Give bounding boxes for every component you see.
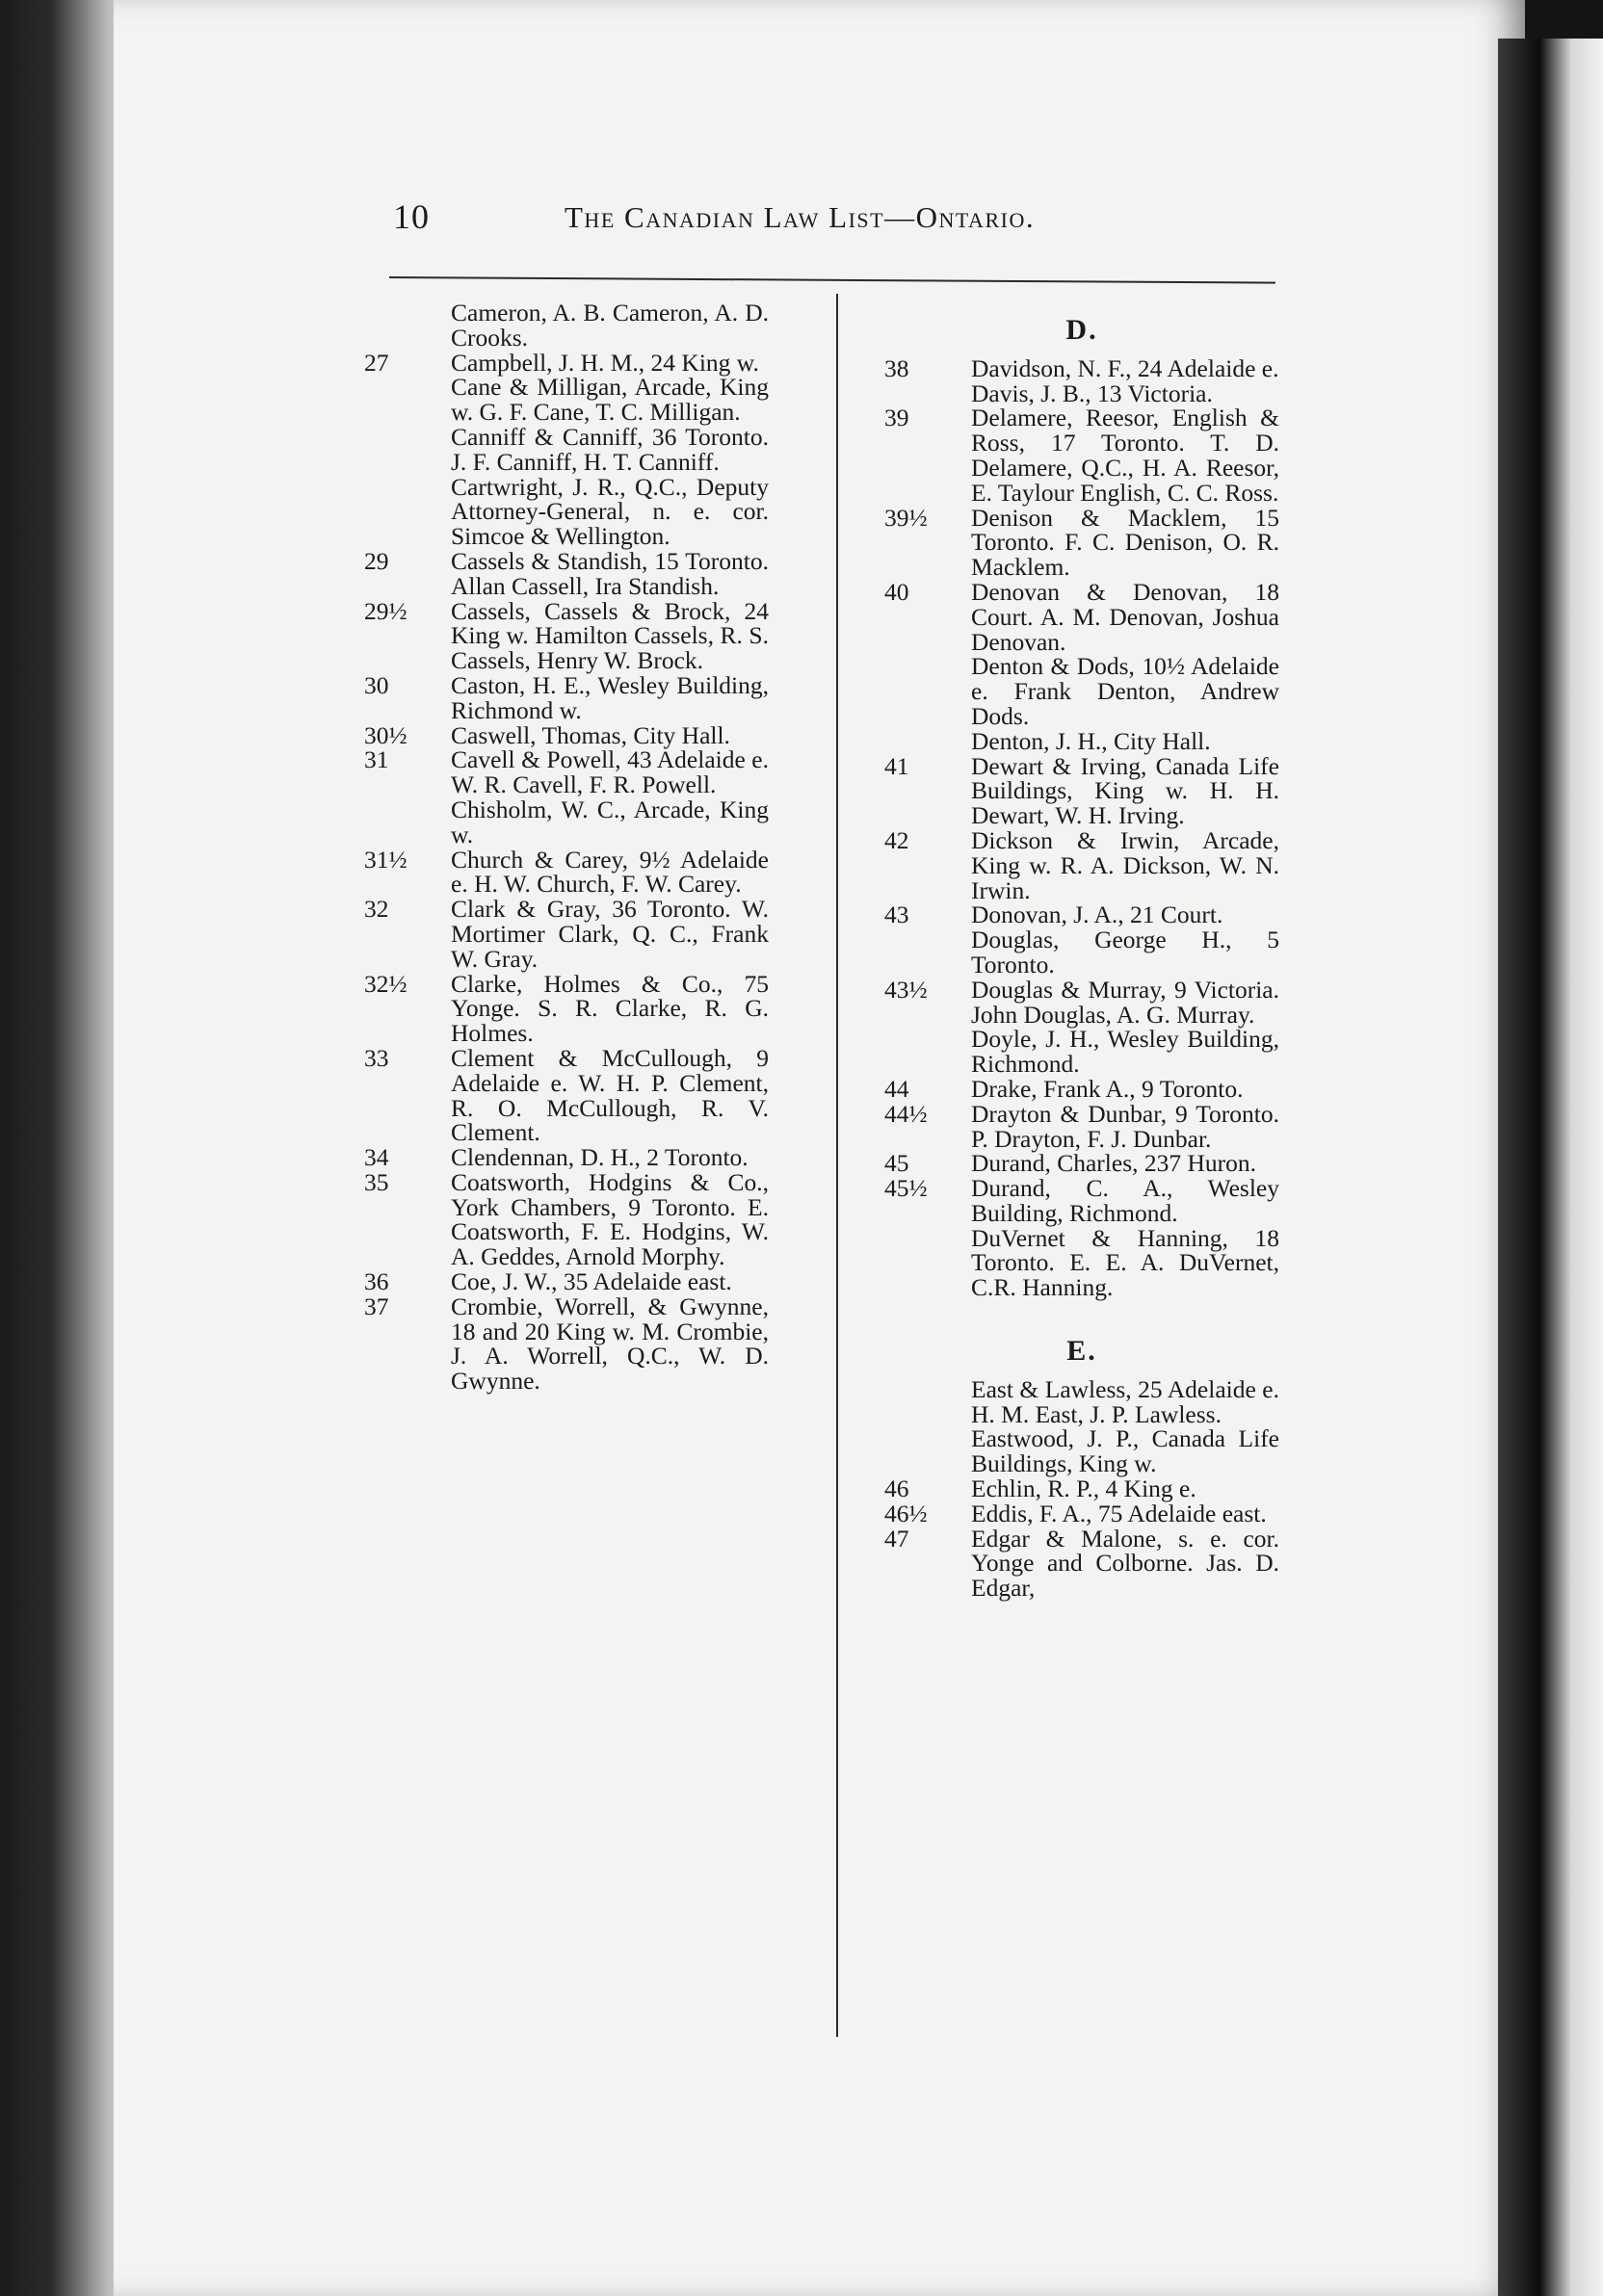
book-page bbox=[114, 0, 1525, 2296]
entry-number: 30½ bbox=[364, 720, 407, 749]
entry-number: 45½ bbox=[884, 1174, 928, 1203]
entry-text: Douglas, George H., 5 Toronto. bbox=[971, 926, 1279, 978]
entry-number: 31½ bbox=[364, 845, 407, 874]
entry-number: 31 bbox=[364, 745, 389, 774]
entry-text: Denton, J. H., City Hall. bbox=[971, 726, 1211, 755]
directory-entry bbox=[884, 975, 1279, 1029]
entry-text: Cassels, Cassels & Brock, 24 King w. Hamilton Cassels, R. S. Cassels, Henry W. Brock. bbox=[451, 596, 769, 675]
entry-text: East & Lawless, 25 Adelaide e. H. M. East, J. P. Lawless. bbox=[971, 1374, 1279, 1428]
directory-entry bbox=[884, 1426, 1279, 1476]
entry-text: Dickson & Irwin, Arcade, King w. R. A. Dickson, W. N. Irwin. bbox=[971, 825, 1279, 904]
directory-entry bbox=[884, 1099, 1279, 1153]
directory-entry bbox=[884, 503, 1279, 582]
directory-entry bbox=[364, 375, 769, 425]
directory-entry bbox=[364, 348, 769, 377]
directory-entry bbox=[884, 353, 1279, 382]
entry-text: Chisholm, W. C., Arcade, King w. bbox=[451, 795, 769, 848]
entry-number: 42 bbox=[884, 825, 909, 854]
directory-entry bbox=[884, 825, 1279, 904]
section-spacer bbox=[884, 1300, 1279, 1339]
entry-number: 41 bbox=[884, 751, 909, 780]
entry-text: Doyle, J. H., Wesley Building, Richmond. bbox=[971, 1025, 1279, 1079]
directory-entry bbox=[884, 1176, 1279, 1226]
entry-text: Cameron, A. B. Cameron, A. D. Crooks. bbox=[451, 299, 769, 352]
directory-entry bbox=[884, 1526, 1279, 1601]
directory-entry bbox=[364, 1043, 769, 1147]
entry-text: Eddis, F. A., 75 Adelaide east. bbox=[971, 1499, 1267, 1527]
entry-number: 38 bbox=[884, 353, 909, 382]
directory-entry bbox=[884, 654, 1279, 728]
page-header bbox=[393, 196, 1279, 250]
entry-number: 32 bbox=[364, 895, 389, 924]
entry-number: 46 bbox=[884, 1474, 909, 1503]
entry-number: 29 bbox=[364, 546, 389, 575]
entry-number: 47 bbox=[884, 1524, 909, 1552]
entry-text: Cassels & Standish, 15 Toronto. Allan Cassell, Ira Standish. bbox=[451, 546, 769, 600]
entry-text: Caswell, Thomas, City Hall. bbox=[451, 720, 730, 749]
directory-entry bbox=[364, 797, 769, 848]
directory-entry bbox=[364, 472, 769, 551]
directory-entry bbox=[884, 378, 1279, 407]
directory-entry bbox=[364, 1294, 769, 1394]
entry-text: Durand, Charles, 237 Huron. bbox=[971, 1149, 1257, 1178]
entry-number: 37 bbox=[364, 1292, 389, 1320]
entry-number: 39 bbox=[884, 404, 909, 432]
entry-text: Clark & Gray, 36 Toronto. W. Mortimer Clark, Q. C., Frank W. Gray. bbox=[451, 895, 769, 973]
entry-text: Church & Carey, 9½ Adelaide e. H. W. Church, F. W. Carey. bbox=[451, 845, 769, 899]
directory-entry bbox=[884, 751, 1279, 830]
entry-text: Campbell, J. H. M., 24 King w. bbox=[451, 348, 759, 377]
page-number: 10 bbox=[393, 197, 430, 236]
directory-entry bbox=[884, 1476, 1279, 1501]
section-d-entries bbox=[884, 353, 1279, 1302]
directory-entry bbox=[364, 1269, 769, 1294]
directory-entry bbox=[884, 1223, 1279, 1302]
book-edge-right bbox=[1498, 39, 1603, 2296]
entry-text: Douglas & Murray, 9 Victoria. John Douglas, A. G. Murray. bbox=[971, 975, 1279, 1029]
directory-entry bbox=[364, 845, 769, 899]
section-e-entries bbox=[884, 1374, 1279, 1603]
directory-entry bbox=[364, 300, 769, 351]
entry-text: Cane & Milligan, Arcade, King w. G. F. Cane, T. C. Milligan. bbox=[451, 373, 769, 427]
entry-number: 44 bbox=[884, 1074, 909, 1103]
entry-text: Cavell & Powell, 43 Adelaide e. W. R. Cavell, F. R. Powell. bbox=[451, 745, 769, 799]
right-column bbox=[884, 314, 1279, 1603]
directory-entry bbox=[364, 596, 769, 675]
entry-text: Edgar & Malone, s. e. cor. Yonge and Colborne. Jas. D. Edgar, bbox=[971, 1524, 1279, 1603]
directory-entry bbox=[884, 902, 1279, 927]
entry-text: Coe, J. W., 35 Adelaide east. bbox=[451, 1267, 732, 1296]
entry-number: 45 bbox=[884, 1149, 909, 1178]
entry-number: 35 bbox=[364, 1167, 389, 1196]
directory-entry bbox=[364, 546, 769, 600]
entry-number: 33 bbox=[364, 1043, 389, 1072]
directory-entry bbox=[364, 422, 769, 476]
entry-text: Crombie, Worrell, & Gwynne, 18 and 20 King w. M. Crombie, J. A. Worrell, Q.C., W. D. Gwynne. bbox=[451, 1292, 769, 1396]
entry-text: Durand, C. A., Wesley Building, Richmond. bbox=[971, 1174, 1279, 1227]
entry-number: 29½ bbox=[364, 596, 407, 625]
directory-entry bbox=[884, 1501, 1279, 1526]
entry-text: Canniff & Canniff, 36 Toronto. J. F. Canniff, H. T. Canniff. bbox=[451, 422, 769, 476]
directory-entry bbox=[364, 969, 769, 1048]
entry-text: Denton & Dods, 10½ Adelaide e. Frank Denton, Andrew Dods. bbox=[971, 652, 1279, 730]
entry-text: Clendennan, D. H., 2 Toronto. bbox=[451, 1143, 749, 1172]
entry-text: Delamere, Reesor, English & Ross, 17 Toronto. T. D. Delamere, Q.C., H. A. Reesor, E. Taylour English, C. C. Ross. bbox=[971, 404, 1279, 507]
directory-entry bbox=[364, 747, 769, 797]
entry-text: Drake, Frank A., 9 Toronto. bbox=[971, 1074, 1244, 1103]
column-divider bbox=[836, 294, 838, 2037]
entry-text: Davis, J. B., 13 Victoria. bbox=[971, 378, 1213, 407]
running-title: The Canadian Law List—Ontario. bbox=[565, 200, 1036, 234]
section-heading-d: D. bbox=[1065, 314, 1098, 346]
entry-text: Dewart & Irving, Canada Life Buildings, King w. H. H. Dewart, W. H. Irving. bbox=[971, 751, 1279, 830]
directory-entry bbox=[884, 1151, 1279, 1176]
directory-entry bbox=[364, 897, 769, 971]
entry-text: Cartwright, J. R., Q.C., Deputy Attorney-General, n. e. cor. Simcoe & Wellington. bbox=[451, 472, 769, 551]
entry-number: 40 bbox=[884, 577, 909, 606]
entry-text: Eastwood, J. P., Canada Life Buildings, King w. bbox=[971, 1424, 1279, 1478]
directory-entry bbox=[884, 577, 1279, 656]
directory-entry bbox=[364, 1145, 769, 1170]
entry-number: 36 bbox=[364, 1267, 389, 1296]
entry-text: Donovan, J. A., 21 Court. bbox=[971, 900, 1223, 929]
entry-text: Denovan & Denovan, 18 Court. A. M. Denovan, Joshua Denovan. bbox=[971, 577, 1279, 656]
section-heading-e: E. bbox=[1066, 1335, 1097, 1368]
directory-entry bbox=[884, 1027, 1279, 1077]
left-column bbox=[364, 300, 769, 1394]
entry-number: 27 bbox=[364, 348, 389, 377]
directory-entry bbox=[884, 927, 1279, 978]
directory-entry bbox=[884, 1074, 1279, 1103]
entry-text: Clarke, Holmes & Co., 75 Yonge. S. R. Clarke, R. G. Holmes. bbox=[451, 969, 769, 1048]
entry-text: Davidson, N. F., 24 Adelaide e. bbox=[971, 353, 1279, 382]
entry-number: 43½ bbox=[884, 975, 928, 1004]
directory-entry bbox=[364, 670, 769, 724]
entry-number: 34 bbox=[364, 1143, 389, 1172]
entry-number: 44½ bbox=[884, 1099, 928, 1128]
directory-entry bbox=[884, 726, 1279, 755]
entry-text: Echlin, R. P., 4 King e. bbox=[971, 1474, 1196, 1503]
directory-entry bbox=[364, 720, 769, 749]
entry-text: Denison & Macklem, 15 Toronto. F. C. Denison, O. R. Macklem. bbox=[971, 503, 1279, 582]
entry-text: Caston, H. E., Wesley Building, Richmond w. bbox=[451, 670, 769, 724]
entry-number: 30 bbox=[364, 670, 389, 699]
entry-number: 32½ bbox=[364, 969, 407, 998]
entry-text: Clement & McCullough, 9 Adelaide e. W. H. P. Clement, R. O. McCullough, R. V. Clement. bbox=[451, 1043, 769, 1147]
entry-text: DuVernet & Hanning, 18 Toronto. E. E. A. DuVernet, C.R. Hanning. bbox=[971, 1223, 1279, 1302]
directory-entry bbox=[884, 1374, 1279, 1428]
entry-text: Coatsworth, Hodgins & Co., York Chambers, 9 Toronto. E. Coatsworth, F. E. Hodgins, W. A. Geddes, Arnold Morphy. bbox=[451, 1167, 769, 1271]
directory-entry bbox=[364, 1167, 769, 1271]
entry-number: 39½ bbox=[884, 503, 928, 532]
entry-text: Drayton & Dunbar, 9 Toronto. P. Drayton, F. J. Dunbar. bbox=[971, 1099, 1279, 1153]
directory-entry bbox=[884, 405, 1279, 505]
entry-number: 46½ bbox=[884, 1499, 928, 1527]
entry-number: 43 bbox=[884, 900, 909, 929]
